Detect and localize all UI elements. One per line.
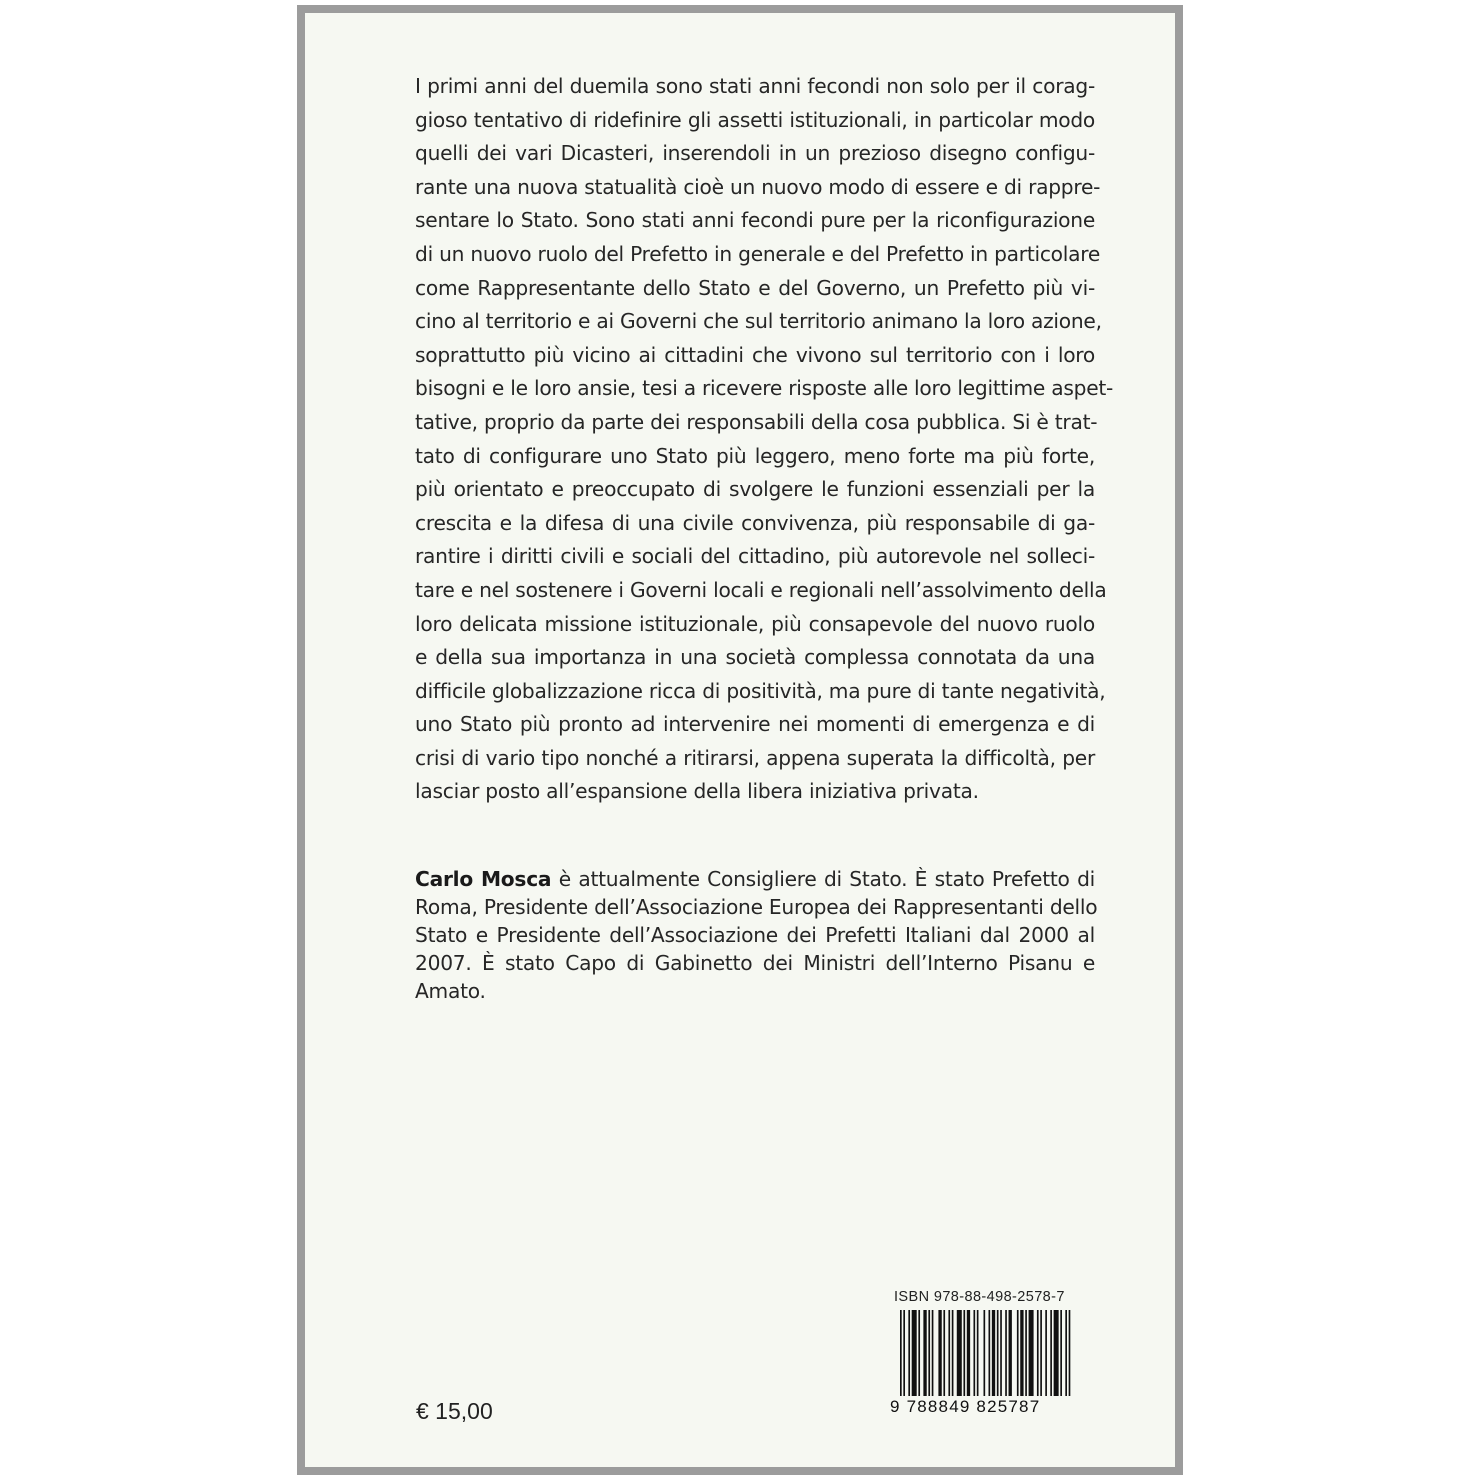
blurb-line: I primi anni del duemila sono stati anni fecondi non solo per il corag- (415, 74, 1095, 98)
bio-line: Stato e Presidente dell’Associazione dei Prefetti Italiani dal 2000 al (415, 923, 1095, 947)
barcode-bar (957, 1310, 962, 1396)
barcode-bar (977, 1310, 979, 1396)
blurb-line: soprattutto più vicino ai cittadini che vivono sul territorio con i loro (415, 342, 1095, 367)
barcode-bar (952, 1310, 954, 1396)
barcode-bar (923, 1310, 926, 1396)
barcode-bar (963, 1310, 965, 1396)
barcode-bar (900, 1310, 902, 1396)
price-label: € 15,00 (416, 1398, 493, 1424)
blurb-line: cino al territorio e ai Governi che sul territorio animano la loro azione, (415, 309, 1102, 334)
barcode-bar (1045, 1310, 1047, 1396)
blurb-line: e della sua importanza in una società complessa connotata da una (415, 645, 1095, 670)
barcode-icon (900, 1310, 1072, 1396)
isbn-label: ISBN 978-88-498-2578-7 (894, 1289, 1065, 1305)
barcode-bar (932, 1310, 934, 1396)
barcode-bar (912, 1310, 917, 1396)
barcode-bar (967, 1310, 970, 1396)
blurb-line: crisi di vario tipo nonché a ritirarsi, appena superata la difficoltà, per (415, 745, 1095, 770)
blurb-line: crescita e la difesa di una civile convivenza, più responsabile di ga- (415, 510, 1095, 535)
author-bio (415, 865, 1098, 1005)
barcode-bar (1054, 1310, 1059, 1396)
blurb-line: tare e nel sostenere i Governi locali e regionali nell’assolvimento della (415, 577, 1107, 602)
barcode-bar (918, 1310, 920, 1396)
blurb-line: come Rappresentante dello Stato e del Governo, un Prefetto più vi- (415, 275, 1095, 300)
blurb-text (415, 70, 1114, 809)
barcode-bar (943, 1310, 945, 1396)
barcode-bar (992, 1310, 995, 1396)
bio-line: 2007. È stato Capo di Gabinetto dei Ministri dell’Interno Pisanu e (415, 951, 1095, 975)
barcode-bar (908, 1310, 910, 1396)
barcode-bar (1025, 1310, 1027, 1396)
author-name: Carlo Mosca (415, 867, 552, 891)
book-back-cover (297, 5, 1183, 1475)
barcode-bar (1050, 1310, 1052, 1396)
barcode-bar (1060, 1310, 1062, 1396)
bio-line: Amato. (415, 979, 486, 1003)
barcode-bar (1017, 1310, 1019, 1396)
barcode-digits: 9 788849 825787 (890, 1397, 1041, 1416)
bio-line (415, 865, 1095, 893)
blurb-line: lasciar posto all’espansione della libera iniziativa privata. (415, 779, 979, 804)
barcode-bar (973, 1310, 975, 1396)
barcode-bar (1069, 1310, 1071, 1396)
blurb-line: difficile globalizzazione ricca di positività, ma pure di tante negatività, (415, 678, 1106, 703)
bio-first-line-text: è attualmente Consigliere di Stato. È stato Prefetto di (551, 867, 1095, 891)
barcode-bar (1000, 1310, 1002, 1396)
barcode-bar (928, 1310, 930, 1396)
blurb-line: quelli dei vari Dicasteri, inserendoli in un prezioso disegno configu- (415, 141, 1095, 166)
barcode-bar (1009, 1310, 1012, 1396)
blurb-line: tative, proprio da parte dei responsabili della cosa pubblica. Si è trat- (415, 409, 1098, 434)
blurb-line: rante una nuova statualità cioè un nuovo modo di essere e di rappre- (415, 174, 1101, 199)
blurb-line: loro delicata missione istituzionale, più consapevole del nuovo ruolo (415, 611, 1095, 636)
blurb-line: bisogni e le loro ansie, tesi a ricevere risposte alle loro legittime aspet- (415, 376, 1114, 401)
blurb-line: di un nuovo ruolo del Prefetto in generale e del Prefetto in particolare (415, 241, 1101, 266)
barcode-bar (1065, 1310, 1067, 1396)
blurb-line: rantire i diritti civili e sociali del cittadino, più autorevole nel solleci- (415, 544, 1095, 569)
barcode-bar (997, 1310, 999, 1396)
blurb-line: gioso tentativo di ridefinire gli assetti istituzionali, in particolar modo (415, 107, 1095, 132)
barcode-bar (1020, 1310, 1023, 1396)
blurb-line: sentare lo Stato. Sono stati anni fecondi pure per la riconfigurazione (415, 208, 1095, 233)
blurb-line: uno Stato più pronto ad intervenire nei momenti di emergenza e di (415, 712, 1095, 737)
barcode-bar (1029, 1310, 1034, 1396)
blurb-line: più orientato e preoccupato di svolgere le funzioni essenziali per la (415, 477, 1095, 502)
barcode-bar (1037, 1310, 1039, 1396)
blurb-line: tato di configurare uno Stato più leggero, meno forte ma più forte, (415, 443, 1095, 468)
barcode-bar (938, 1310, 941, 1396)
bio-line: Roma, Presidente dell’Associazione Europea dei Rappresentanti dello (415, 895, 1098, 919)
barcode-bar (903, 1310, 905, 1396)
barcode-bar (1005, 1310, 1007, 1396)
barcode-bar (1040, 1310, 1042, 1396)
barcode-bar (989, 1310, 991, 1396)
barcode-bar (983, 1310, 985, 1396)
barcode-bar (948, 1310, 950, 1396)
